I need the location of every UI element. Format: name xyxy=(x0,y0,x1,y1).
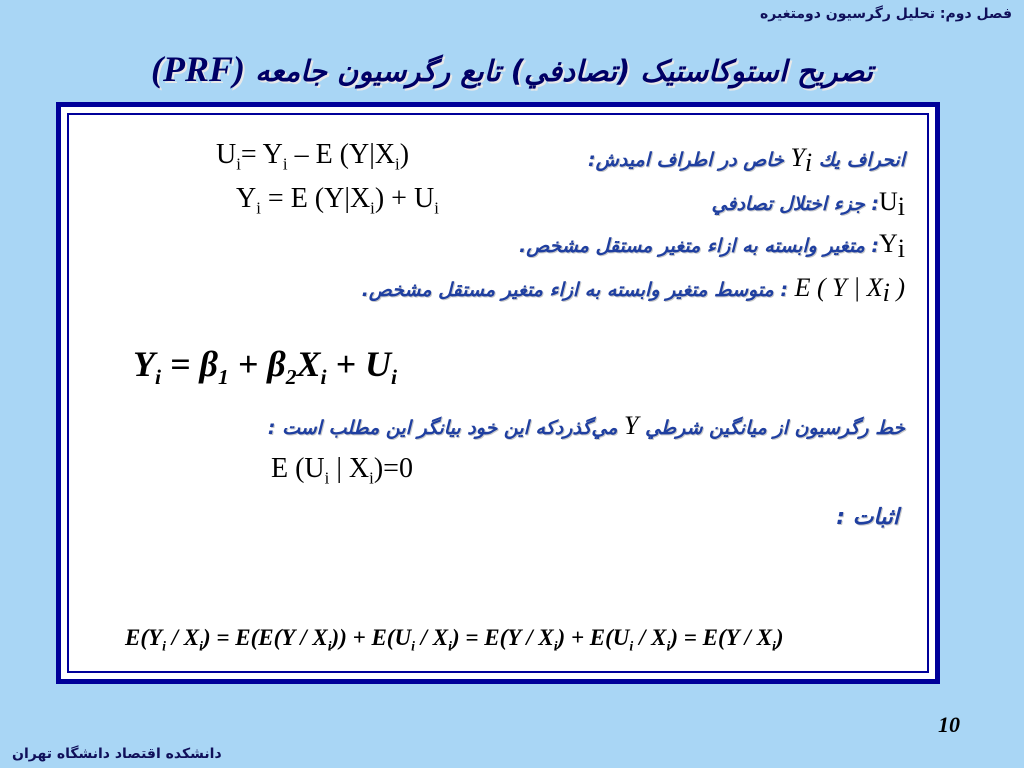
conditional-mean-definition: E ( Y | $X_i$ ) : متوسط متغیر وابسته به ازاء متغیر مستقل مشخص. xyxy=(361,273,905,307)
y-decomposition-equation: $Y_i = E$ $(Y|X_i) + U_i$ xyxy=(236,183,439,218)
page-number: 10 xyxy=(938,712,960,737)
zero-mean-assumption: E ($U_i$ | $X_i)=0$ xyxy=(271,453,413,488)
deviation-definition: انحراف یك $Y_i$ خاص در اطراف امیدش: xyxy=(588,143,905,177)
title-text: تصریح استوکاستیک (تصادفي) تابع رگرسیون جامعه xyxy=(255,54,873,88)
proof-label: اثبات : xyxy=(836,505,899,530)
chapter-header: فصل دوم: تحلیل رگرسیون دومتغیره xyxy=(760,6,1012,22)
slide-title: (PRF) تصریح استوکاستیک (تصادفي) تابع رگرسیون جامعه xyxy=(150,49,873,89)
disturbance-definition: $U_i$: جزء اختلال تصادفي xyxy=(711,187,905,221)
regression-line-statement: خط رگرسیون از میانگین شرطي Y مي‌گذردکه این خود بیانگر این مطلب است : xyxy=(267,411,905,440)
regression-model-equation: $Y_i = \beta_1 + \beta_2X_i + U_i$ xyxy=(133,344,398,390)
prf-abbr: PRF xyxy=(162,49,233,89)
proof-equation: $E(Y_i / X_i) = E(E(Y / X_i)) + E(U_i / X_i) = E(Y / X_i) + E(U_i / X_i) = E(Y / X_i)$ xyxy=(125,625,784,654)
residual-equation: $U_i= Y_i - E$ $(Y|X_i)$ xyxy=(216,139,410,174)
content-frame xyxy=(56,102,940,684)
dependent-variable-definition: $Y_i$: متغیر وابسته به ازاء متغیر مستقل مشخص. xyxy=(518,229,905,263)
footer-institution: دانشکده اقتصاد دانشگاه تهران xyxy=(12,746,222,762)
